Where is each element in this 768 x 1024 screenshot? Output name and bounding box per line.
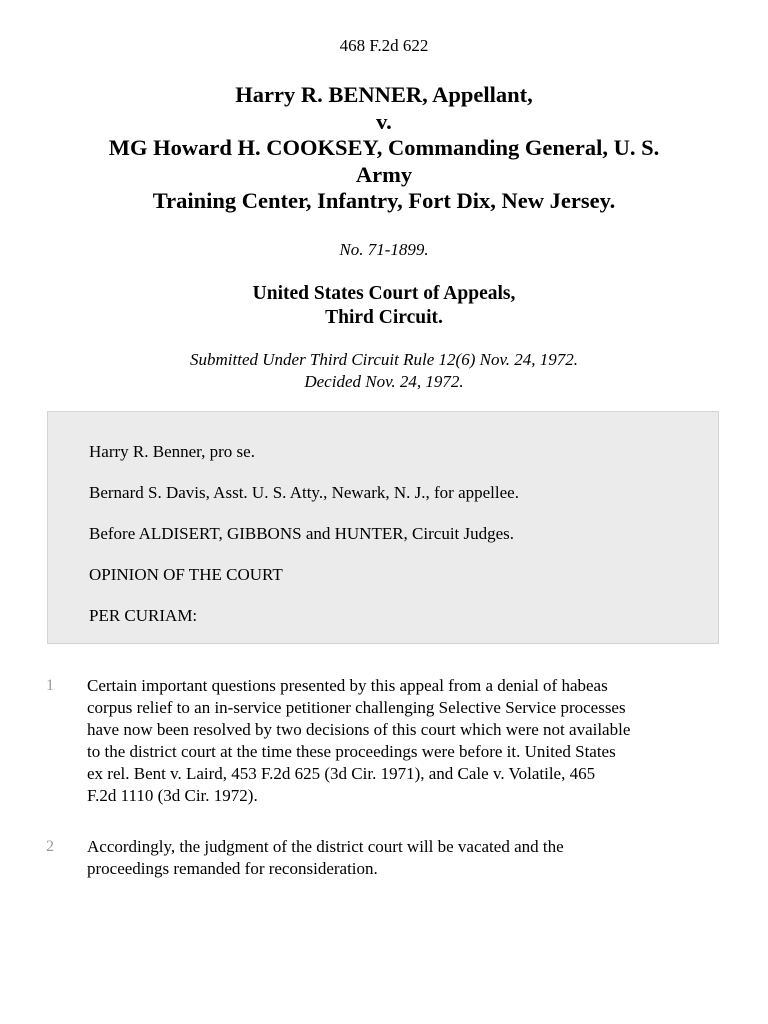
caption-versus: v. — [376, 108, 392, 134]
caption-appellee: MG Howard H. COOKSEY, Commanding General, U. S. — [108, 135, 660, 160]
panel-judges: Before ALDISERT, GIBBONS and HUNTER, Circuit Judges. — [89, 524, 515, 543]
paragraph-line: have now been resolved by two decisions of this court which were not available — [87, 720, 631, 739]
caption-appellee-cont: Army — [355, 161, 413, 187]
per-curiam-heading: PER CURIAM: — [89, 606, 198, 625]
paragraph-line: ex rel. Bent v. Laird, 453 F.2d 625 (3d Cir. 1971), and Cale v. Volatile, 465 — [87, 764, 596, 783]
court-name — [0, 282, 768, 330]
court-name-line1: United States Court of Appeals, — [252, 283, 516, 304]
paragraph-text — [87, 675, 727, 807]
caption-appellee-location: Training Center, Infantry, Fort Dix, New Jersey. — [152, 188, 616, 213]
appellant-counsel: Harry R. Benner, pro se. — [89, 442, 255, 461]
paragraph-line: Accordingly, the judgment of the district court will be vacated and the — [87, 837, 564, 856]
case-citation: 468 F.2d 622 — [339, 36, 429, 55]
opinion-heading: OPINION OF THE COURT — [89, 565, 283, 584]
counsel-header-box — [47, 411, 719, 644]
paragraph-line: to the district court at the time these proceedings were before it. United States — [87, 742, 616, 761]
submitted-date: Submitted Under Third Circuit Rule 12(6) Nov. 24, 1972. — [190, 350, 578, 369]
case-caption — [60, 82, 708, 215]
paragraph-line: corpus relief to an in-service petitioner challenging Selective Service processes — [87, 698, 626, 717]
court-name-line2: Third Circuit. — [325, 307, 443, 328]
paragraph-number: 1 — [46, 677, 54, 694]
paragraph-line: F.2d 1110 (3d Cir. 1972). — [87, 786, 258, 805]
appellee-counsel: Bernard S. Davis, Asst. U. S. Atty., Newark, N. J., for appellee. — [89, 483, 519, 502]
paragraph-number: 2 — [46, 838, 54, 855]
paragraph-line: proceedings remanded for reconsideration. — [87, 859, 378, 878]
paragraph-line: Certain important questions presented by this appeal from a denial of habeas — [87, 676, 608, 695]
case-dates — [0, 349, 768, 393]
decided-date: Decided Nov. 24, 1972. — [304, 372, 464, 391]
caption-appellant: Harry R. BENNER, Appellant, — [235, 82, 533, 107]
docket-number: No. 71-1899. — [339, 240, 429, 259]
paragraph-text — [87, 836, 727, 880]
